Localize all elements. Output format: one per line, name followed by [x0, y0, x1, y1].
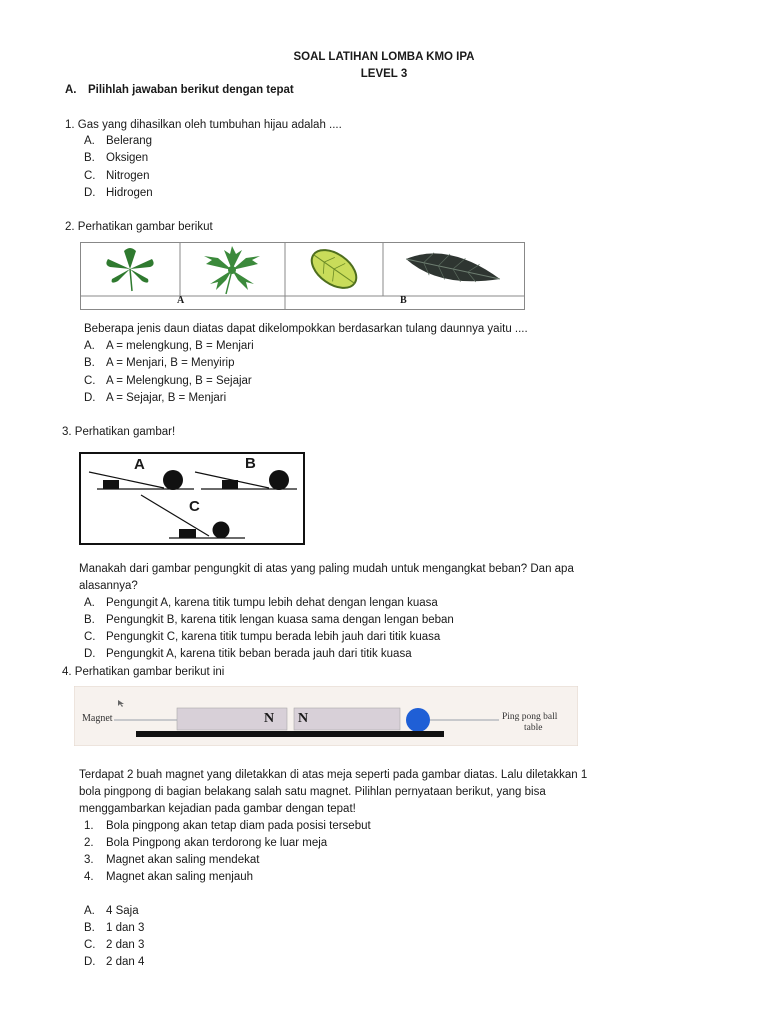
leaf-group-a-label: A — [177, 295, 185, 306]
leaf-figure-graphic — [80, 242, 525, 310]
magnet-label: Magnet — [82, 713, 113, 724]
question-3-prompt-line-1: Manakah dari gambar pengungkit di atas yang paling mudah untuk mengangkat beban? Dan apa — [79, 563, 574, 575]
section-instruction: Pilihlah jawaban berikut dengan tepat — [88, 84, 294, 96]
document-level: LEVEL 3 — [360, 68, 408, 80]
question-4-prompt-line-2: bola pingpong di bagian belakang salah satu magnet. Pilihlan pernyataan berikut, yang bisa — [79, 786, 546, 798]
magnet-pole-1: N — [264, 711, 275, 726]
ping-pong-ball-label: Ping pong ball — [502, 712, 558, 722]
lever-b-label: B — [245, 455, 256, 472]
leaf-figure — [80, 242, 525, 310]
question-4-text: 4. Perhatikan gambar berikut ini — [62, 666, 225, 678]
table-label: table — [524, 723, 543, 733]
magnet-figure — [74, 686, 578, 746]
question-2-prompt: Beberapa jenis daun diatas dapat dikelompokkan berdasarkan tulang daunnya yaitu .... — [84, 323, 528, 335]
lever-c-label: C — [189, 498, 200, 515]
question-2-text: 2. Perhatikan gambar berikut — [65, 221, 213, 233]
question-3-prompt-line-2: alasannya? — [79, 580, 138, 592]
document-title: SOAL LATIHAN LOMBA KMO IPA — [293, 51, 475, 63]
section-label: A. — [65, 84, 77, 96]
question-1-text: 1. Gas yang dihasilkan oleh tumbuhan hijau adalah .... — [65, 119, 342, 131]
lever-figure — [79, 452, 305, 545]
magnet-pole-2: N — [298, 711, 309, 726]
question-4-prompt-line-1: Terdapat 2 buah magnet yang diletakkan di atas meja seperti pada gambar diatas. Lalu diletakkan 1 — [79, 769, 588, 781]
question-4-prompt-line-3: menggambarkan kejadian pada gambar dengan tepat! — [79, 803, 356, 815]
leaf-group-b-label: B — [400, 295, 407, 306]
question-3-text: 3. Perhatikan gambar! — [62, 426, 176, 438]
lever-a-label: A — [134, 456, 145, 473]
